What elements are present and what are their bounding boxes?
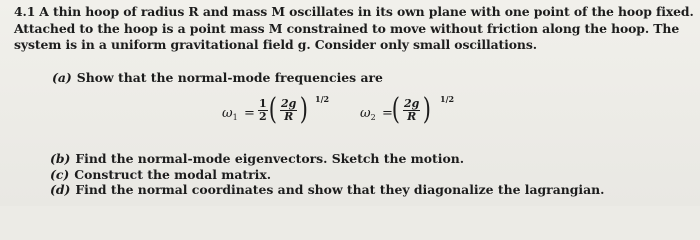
part-a xyxy=(52,70,383,85)
equals-sign-2: = xyxy=(382,106,393,121)
problem-line-1 xyxy=(14,4,694,21)
part-c-label: (c) xyxy=(50,167,70,182)
part-c-text: Construct the modal matrix. xyxy=(74,167,272,182)
problem-line-2: Attached to the hoop is a point mass M constrained to move without friction along the hoop. The xyxy=(14,20,680,36)
fraction-denominator-1: R xyxy=(284,110,294,123)
equation-omega-1 xyxy=(222,92,342,140)
fraction-2g-over-r-1 xyxy=(280,98,297,123)
part-d-label: (d) xyxy=(50,182,71,197)
left-paren-1: ( xyxy=(268,92,277,127)
equals-sign-1: = xyxy=(244,106,255,121)
right-paren-1: ) xyxy=(299,92,308,127)
part-b xyxy=(50,151,464,166)
left-paren-2: ( xyxy=(391,92,400,127)
right-paren-2: ) xyxy=(422,92,431,127)
coefficient-denominator: 2 xyxy=(259,110,267,123)
exponent-1: 1/2 xyxy=(315,94,330,104)
exponent-2: 1/2 xyxy=(440,94,455,104)
part-a-text: Show that the normal-mode frequencies are xyxy=(76,70,383,85)
fraction-2g-over-r-2 xyxy=(403,98,420,123)
fraction-numerator-1: 2g xyxy=(281,97,297,110)
part-d xyxy=(50,182,604,197)
problem-number: 4.1 xyxy=(14,4,36,19)
omega-2-symbol: $\omega_2$ xyxy=(360,106,376,122)
part-b-text: Find the normal-mode eigenvectors. Sketch the motion. xyxy=(75,151,465,166)
omega-1-symbol: $\omega_1$ xyxy=(222,106,238,122)
problem-text-line-1: A thin hoop of radius R and mass M oscillates in its own plane with one point of the hoop fixed. xyxy=(39,4,694,19)
part-d-text: Find the normal coordinates and show that they diagonalize the lagrangian. xyxy=(75,182,605,197)
problem-line-3: system is in a uniform gravitational field g. Consider only small oscillations. xyxy=(14,37,537,52)
part-c xyxy=(50,167,271,182)
coefficient-numerator: 1 xyxy=(259,97,267,110)
equation-omega-2 xyxy=(360,92,470,140)
part-b-label: (b) xyxy=(50,151,71,166)
coefficient-fraction xyxy=(258,98,268,123)
part-a-label: (a) xyxy=(52,70,72,85)
problem-statement xyxy=(14,4,694,54)
fraction-denominator-2: R xyxy=(407,110,417,123)
fraction-numerator-2: 2g xyxy=(404,97,420,110)
